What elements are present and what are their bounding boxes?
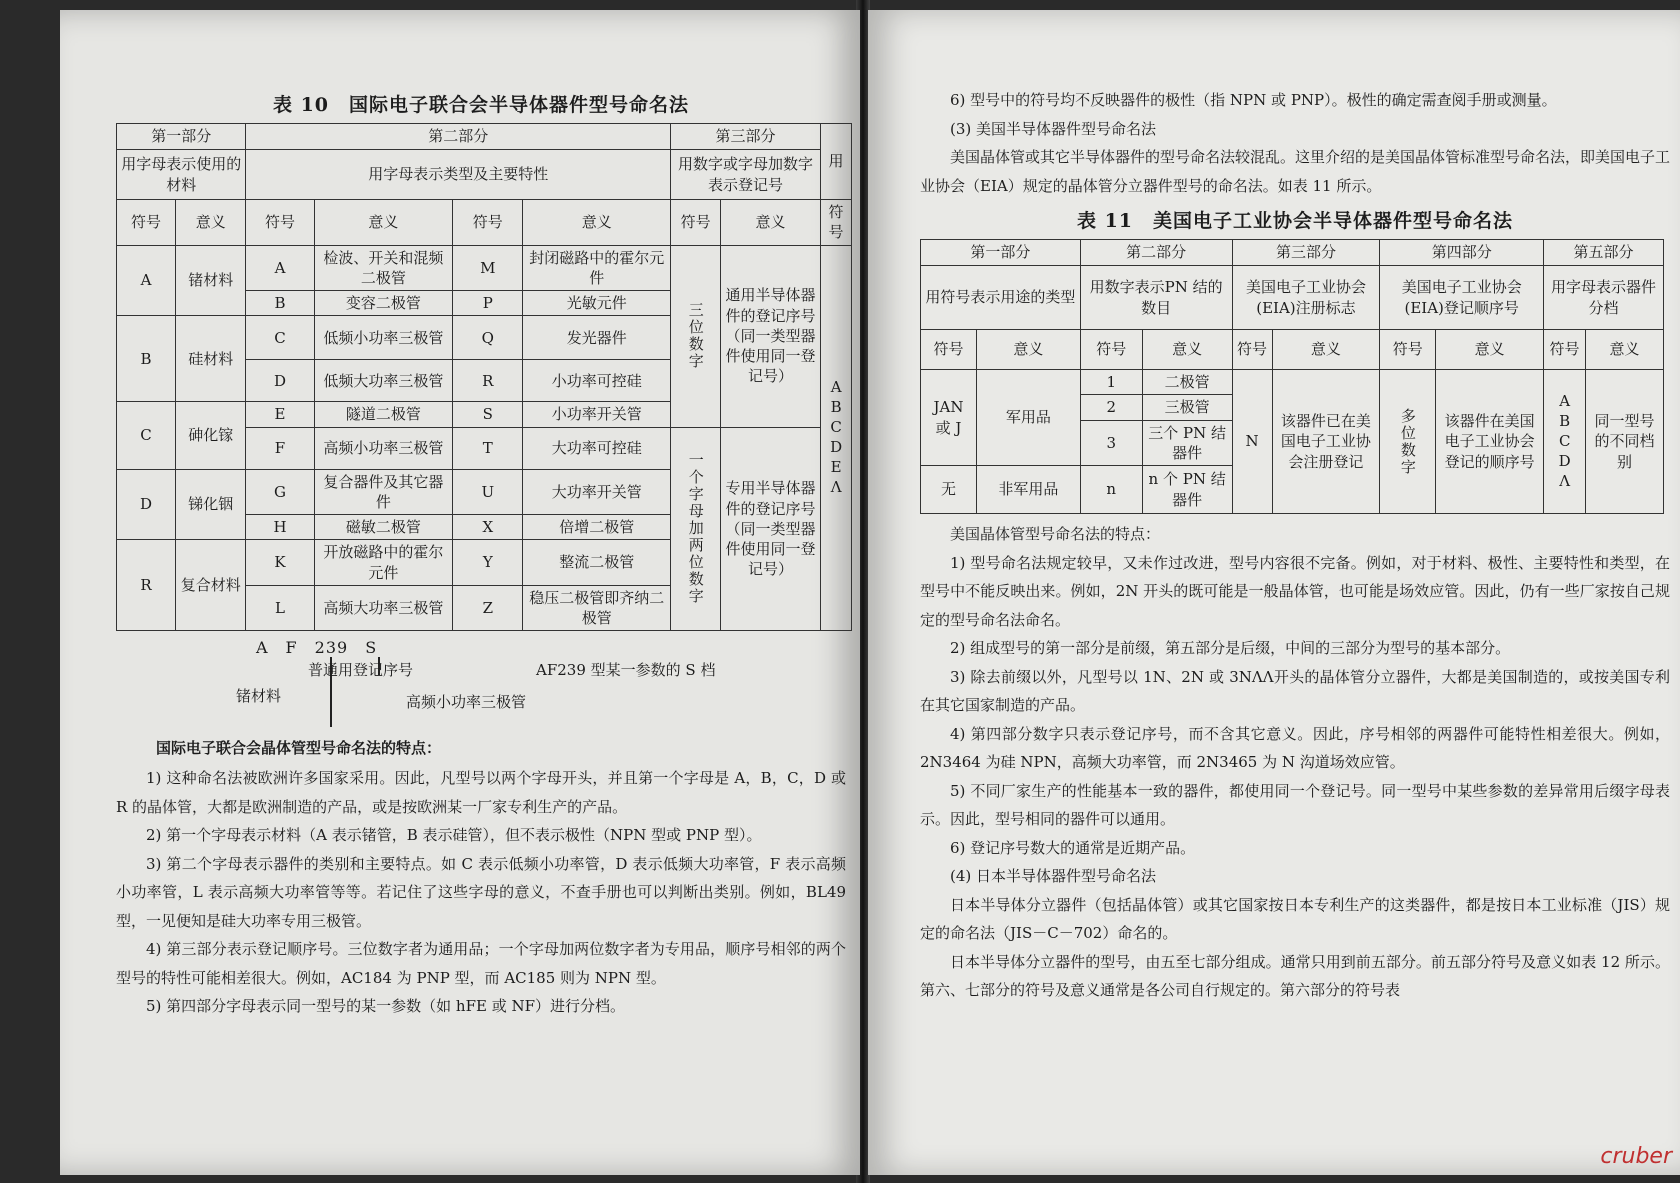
type-meaning: 倍增二极管 xyxy=(523,515,671,540)
paragraph: 2) 第一个字母表示材料（A 表示锗管，B 表示硅管），但不表示极性（NPN 型或 PNP 型）。 xyxy=(146,826,762,845)
type-sym: M xyxy=(453,245,523,291)
example-param-label: AF239 型某一参数的 S 档 xyxy=(536,661,716,680)
material-sym: B xyxy=(117,316,176,402)
header-meaning: 意义 xyxy=(314,200,453,246)
paragraph: 日本半导体分立器件的型号，由五至七部分组成。通常只用到前五部分。前五部分符号及意义如表 12 所示。第六、七部分的符号及意义通常是各公司自行规定的。第六部分的符号表 xyxy=(920,952,1670,999)
type-sym: Z xyxy=(453,585,523,631)
material-sym: C xyxy=(117,402,176,469)
type-sym: P xyxy=(453,291,523,316)
use-meaning: 军用品 xyxy=(976,370,1080,466)
section-heading: (4) 日本半导体器件型号命名法 xyxy=(950,867,1157,885)
right-page xyxy=(868,10,1680,1175)
type-sym: A xyxy=(246,245,314,291)
type-sym: F xyxy=(246,427,314,469)
reg-sym-special: 一个字母加两位数字 xyxy=(671,427,721,631)
type-sym: B xyxy=(246,291,314,316)
header-meaning: 意义 xyxy=(1586,330,1664,370)
header-sym: 符号 xyxy=(820,200,851,246)
header-meaning: 意义 xyxy=(1436,330,1544,370)
type-sym: H xyxy=(246,515,314,540)
header-sym: 符号 xyxy=(246,200,314,246)
type-sym: X xyxy=(453,515,523,540)
header-part1: 第一部分 xyxy=(117,124,246,150)
example-type-label: 高频小功率三极管 xyxy=(406,693,527,712)
header-meaning: 意义 xyxy=(721,200,821,246)
material-meaning: 锑化铟 xyxy=(176,469,246,540)
pn-sym: n xyxy=(1080,466,1142,514)
type-meaning: 发光器件 xyxy=(523,316,671,360)
paragraph: 5) 不同厂家生产的性能基本一致的器件，都使用同一个登记号。同一型号中某些参数的差异常用后缀字母表示。因此，型号相同的器件可以通用。 xyxy=(920,781,1670,828)
paragraph: 2) 组成型号的第一部分是前缀，第五部分是后缀，中间的三部分为型号的基本部分。 xyxy=(950,639,1511,657)
paragraph: 6) 登记序号数大的通常是近期产品。 xyxy=(950,838,1196,857)
type-meaning: 封闭磁路中的霍尔元件 xyxy=(523,245,671,291)
paragraph: 5) 第四部分字母表示同一型号的某一参数（如 hFE 或 NF）进行分档。 xyxy=(146,997,626,1016)
header-meaning: 意义 xyxy=(1142,330,1232,370)
header-sym: 符号 xyxy=(671,200,721,246)
type-meaning: 高频大功率三极管 xyxy=(314,585,453,631)
header-sym: 符号 xyxy=(453,200,523,246)
pn-meaning: 三极管 xyxy=(1142,395,1232,420)
type-meaning: 大功率可控硅 xyxy=(523,427,671,469)
header-meaning: 意义 xyxy=(976,330,1080,370)
example-reg-label: 普通用登记序号 xyxy=(308,661,414,680)
paragraph: 3) 第二个字母表示器件的类别和主要特点。如 C 表示低频小功率管，D 表示低频大功率管，F 表示高频小功率管，L 表示高频大功率管等等。若记住了这些字母的意义，不查手册也可以判断出类别。例如，BL49 型，一见便知是硅大功率专用三极管。 xyxy=(116,854,846,930)
table-10 xyxy=(116,123,852,631)
table-11-title: 表 11 美国电子工业协会半导体器件型号命名法 xyxy=(1076,210,1514,232)
header-part1-desc: 用字母表示使用的材料 xyxy=(117,150,246,200)
seq-meaning: 该器件在美国电子工业协会登记的顺序号 xyxy=(1436,370,1544,514)
material-sym: D xyxy=(117,469,176,540)
pn-meaning: n 个 PN 结器件 xyxy=(1142,466,1232,514)
type-meaning: 大功率开关管 xyxy=(523,469,671,515)
seq-sym: 多位数字 xyxy=(1380,370,1436,514)
type-meaning: 变容二极管 xyxy=(314,291,453,316)
reg-meaning-general: 通用半导体器件的登记序号（同一类型器件使用同一登记号） xyxy=(721,245,821,427)
header-p1: 第一部分 xyxy=(921,240,1081,266)
table-11 xyxy=(920,239,1664,514)
header-p3-desc: 美国电子工业协会(EIA)注册标志 xyxy=(1232,266,1380,330)
table-10-title: 表 10 国际电子联合会半导体器件型号命名法 xyxy=(272,94,690,116)
use-sym: JAN 或 J xyxy=(921,370,977,466)
material-meaning: 复合材料 xyxy=(176,540,246,631)
paragraph: 4) 第四部分数字只表示登记序号，而不含其它意义。因此，序号相邻的两器件可能特性相差很大。例如，2N3464 为硅 NPN，高频大功率管，而 2N3465 为 N 沟道场效应管。 xyxy=(920,724,1670,771)
header-p3: 第三部分 xyxy=(1232,240,1380,266)
pn-meaning: 三个 PN 结器件 xyxy=(1142,420,1232,466)
type-meaning: 复合器件及其它器件 xyxy=(314,469,453,515)
reg-sym-general: 三位数字 xyxy=(671,245,721,427)
type-sym: E xyxy=(246,402,314,427)
header-sym: 符号 xyxy=(117,200,176,246)
header-sym: 符号 xyxy=(1080,330,1142,370)
header-p4-desc: 美国电子工业协会(EIA)登记顺序号 xyxy=(1380,266,1544,330)
paragraph: 3) 除去前缀以外，凡型号以 1N、2N 或 3NΛΛ开头的晶体管分立器件，大都是美国制造的，或按美国专利在其它国家制造的产品。 xyxy=(920,667,1670,714)
type-sym: U xyxy=(453,469,523,515)
section-title: 美国晶体管型号命名法的特点： xyxy=(950,525,1161,543)
type-sym: K xyxy=(246,540,314,586)
section-title: 国际电子联合会晶体管型号命名法的特点： xyxy=(156,739,442,758)
header-meaning: 意义 xyxy=(523,200,671,246)
header-sym: 符号 xyxy=(921,330,977,370)
header-p5-desc: 用字母表示器件分档 xyxy=(1544,266,1664,330)
part4-grade-letters: ABCDEΛ xyxy=(820,245,851,631)
header-p2: 第二部分 xyxy=(1080,240,1232,266)
type-sym: T xyxy=(453,427,523,469)
type-meaning: 开放磁路中的霍尔元件 xyxy=(314,540,453,586)
type-meaning: 隧道二极管 xyxy=(314,402,453,427)
material-sym: A xyxy=(117,245,176,316)
type-sym: Y xyxy=(453,540,523,586)
paragraph: 6) 型号中的符号均不反映器件的极性（指 NPN 或 PNP）。极性的确定需查阅手册或测量。 xyxy=(950,91,1557,109)
type-meaning: 高频小功率三极管 xyxy=(314,427,453,469)
header-part2: 第二部分 xyxy=(246,124,671,150)
material-sym: R xyxy=(117,540,176,631)
example-material-label: 锗材料 xyxy=(236,687,282,706)
type-meaning: 低频大功率三极管 xyxy=(314,360,453,402)
reg-meaning-special: 专用半导体器件的登记序号（同一类型器件使用同一登记号） xyxy=(721,427,821,631)
material-meaning: 砷化镓 xyxy=(176,402,246,469)
header-sym: 符号 xyxy=(1380,330,1436,370)
pn-meaning: 二极管 xyxy=(1142,370,1232,395)
naming-example xyxy=(116,635,846,727)
header-part3: 第三部分 xyxy=(671,124,821,150)
pn-sym: 1 xyxy=(1080,370,1142,395)
paragraph: 1) 型号命名法规定较早，又未作过改进，型号内容很不完备。例如，对于材料、极性、主要特性和类型，在型号中不能反映出来。例如，2N 开头的既可能是一般晶体管，也可能是场效应管。因此，仍有一些厂家按自己规定的型号命名法命名。 xyxy=(920,553,1670,629)
type-sym: S xyxy=(453,402,523,427)
eia-meaning: 该器件已在美国电子工业协会注册登记 xyxy=(1272,370,1380,514)
type-meaning: 稳压二极管即齐纳二极管 xyxy=(523,585,671,631)
left-page xyxy=(60,10,860,1175)
material-meaning: 硅材料 xyxy=(176,316,246,402)
paragraph: 4) 第三部分表示登记顺序号。三位数字者为通用品；一个字母加两位数字者为专用品，顺序号相邻的两个型号的特性可能相差很大。例如，AC184 为 PNP 型，而 AC185 则为 NPN 型。 xyxy=(116,940,846,987)
header-p5: 第五部分 xyxy=(1544,240,1664,266)
header-p2-desc: 用数字表示PN 结的数目 xyxy=(1080,266,1232,330)
type-meaning: 整流二极管 xyxy=(523,540,671,586)
type-sym: L xyxy=(246,585,314,631)
type-meaning: 磁敏二极管 xyxy=(314,515,453,540)
type-sym: G xyxy=(246,469,314,515)
pn-sym: 3 xyxy=(1080,420,1142,466)
type-sym: D xyxy=(246,360,314,402)
header-part2-desc: 用字母表示类型及主要特性 xyxy=(246,150,671,200)
header-part3-desc: 用数字或字母加数字表示登记号 xyxy=(671,150,821,200)
use-sym: 无 xyxy=(921,466,977,514)
header-p4: 第四部分 xyxy=(1380,240,1544,266)
paragraph: 1) 这种命名法被欧洲许多国家采用。因此，凡型号以两个字母开头，并且第一个字母是 A，B，C，D 或 R 的晶体管，大都是欧洲制造的产品，或是按欧洲某一厂家专利生产的产品。 xyxy=(116,769,846,816)
header-sym: 符号 xyxy=(1544,330,1586,370)
type-meaning: 光敏元件 xyxy=(523,291,671,316)
example-letters: A F 239 S xyxy=(256,638,378,658)
paragraph: 美国晶体管或其它半导体器件的型号命名法较混乱。这里介绍的是美国晶体管标准型号命名法，即美国电子工业协会（EIA）规定的晶体管分立器件型号的命名法。如表 11 所示。 xyxy=(920,148,1671,195)
eia-sym: N xyxy=(1232,370,1272,514)
material-meaning: 锗材料 xyxy=(176,245,246,316)
header-part4: 用 xyxy=(820,124,851,200)
paragraph: 日本半导体分立器件（包括晶体管）或其它国家按日本专利生产的这类器件，都是按日本工业标准（JIS）规定的命名法（JIS－C－702）命名的。 xyxy=(920,895,1670,942)
type-meaning: 小功率开关管 xyxy=(523,402,671,427)
pn-sym: 2 xyxy=(1080,395,1142,420)
type-meaning: 低频小功率三极管 xyxy=(314,316,453,360)
section-heading: (3) 美国半导体器件型号命名法 xyxy=(950,119,1157,138)
type-meaning: 小功率可控硅 xyxy=(523,360,671,402)
grade-sym: ABCDΛ xyxy=(1544,370,1586,514)
use-meaning: 非军用品 xyxy=(976,466,1080,514)
watermark: cruber xyxy=(1600,1144,1672,1169)
header-meaning: 意义 xyxy=(176,200,246,246)
header-p1-desc: 用符号表示用途的类型 xyxy=(921,266,1081,330)
type-sym: R xyxy=(453,360,523,402)
grade-meaning: 同一型号的不同档别 xyxy=(1586,370,1664,514)
type-sym: C xyxy=(246,316,314,360)
header-meaning: 意义 xyxy=(1272,330,1380,370)
header-sym: 符号 xyxy=(1232,330,1272,370)
type-sym: Q xyxy=(453,316,523,360)
type-meaning: 检波、开关和混频二极管 xyxy=(314,245,453,291)
